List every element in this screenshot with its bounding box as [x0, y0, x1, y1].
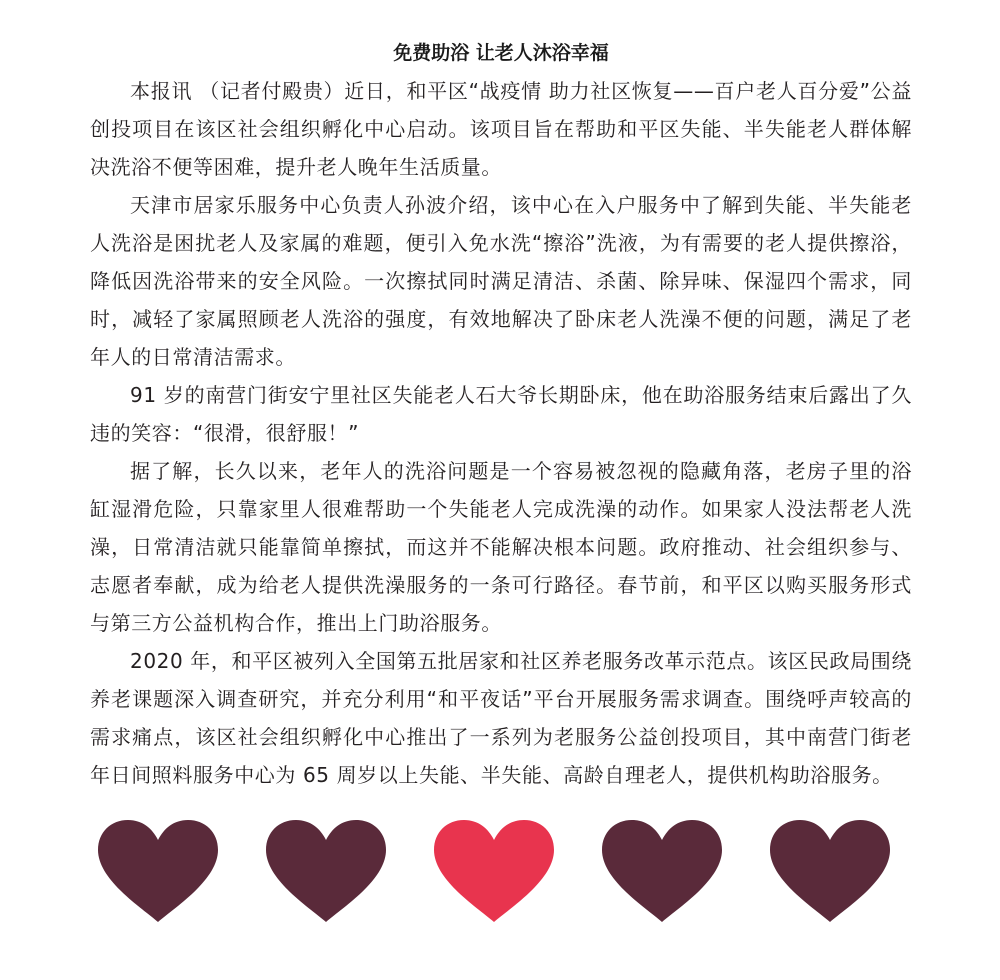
paragraph-3: 91 岁的南营门街安宁里社区失能老人石大爷长期卧床，他在助浴服务结束后露出了久违的笑容：“很滑，很舒服！”: [90, 383, 912, 445]
heart-icon-3: [434, 820, 554, 924]
heart-icon-1: [98, 820, 218, 924]
heart-icon-2: [266, 820, 386, 924]
article-title: 免费助浴 让老人沐浴幸福: [393, 42, 609, 64]
heart-icon-4: [602, 820, 722, 924]
heart-icon-5: [770, 820, 890, 924]
hearts-row: [0, 820, 1000, 930]
article: [90, 38, 912, 794]
paragraph-4: 据了解，长久以来，老年人的洗浴问题是一个容易被忽视的隐藏角落，老房子里的浴缸湿滑危险，只靠家里人很难帮助一个失能老人完成洗澡的动作。如果家人没法帮老人洗澡，日常清洁就只能靠简单擦拭，而这并不能解决根本问题。政府推动、社会组织参与、志愿者奉献，成为给老人提供洗澡服务的一条可行路径。春节前，和平区以购买服务形式与第三方公益机构合作，推出上门助浴服务。: [90, 459, 912, 635]
paragraph-2: 天津市居家乐服务中心负责人孙波介绍，该中心在入户服务中了解到失能、半失能老人洗浴是困扰老人及家属的难题，便引入免水洗“擦浴”洗液，为有需要的老人提供擦浴，降低因洗浴带来的安全风险。一次擦拭同时满足清洁、杀菌、除异味、保湿四个需求，同时，减轻了家属照顾老人洗浴的强度，有效地解决了卧床老人洗澡不便的问题，满足了老年人的日常清洁需求。: [90, 193, 912, 369]
paragraph-5: 2020 年，和平区被列入全国第五批居家和社区养老服务改革示范点。该区民政局围绕养老课题深入调查研究，并充分利用“和平夜话”平台开展服务需求调查。围绕呼声较高的需求痛点，该区社会组织孵化中心推出了一系列为老服务公益创投项目，其中南营门街老年日间照料服务中心为 65 周岁以上失能、半失能、高龄自理老人，提供机构助浴服务。: [90, 649, 912, 787]
paragraph-1: 本报讯 （记者付殿贵）近日，和平区“战疫情 助力社区恢复——百户老人百分爱”公益创投项目在该区社会组织孵化中心启动。该项目旨在帮助和平区失能、半失能老人群体解决洗浴不便等困难，提升老人晚年生活质量。: [90, 79, 912, 179]
